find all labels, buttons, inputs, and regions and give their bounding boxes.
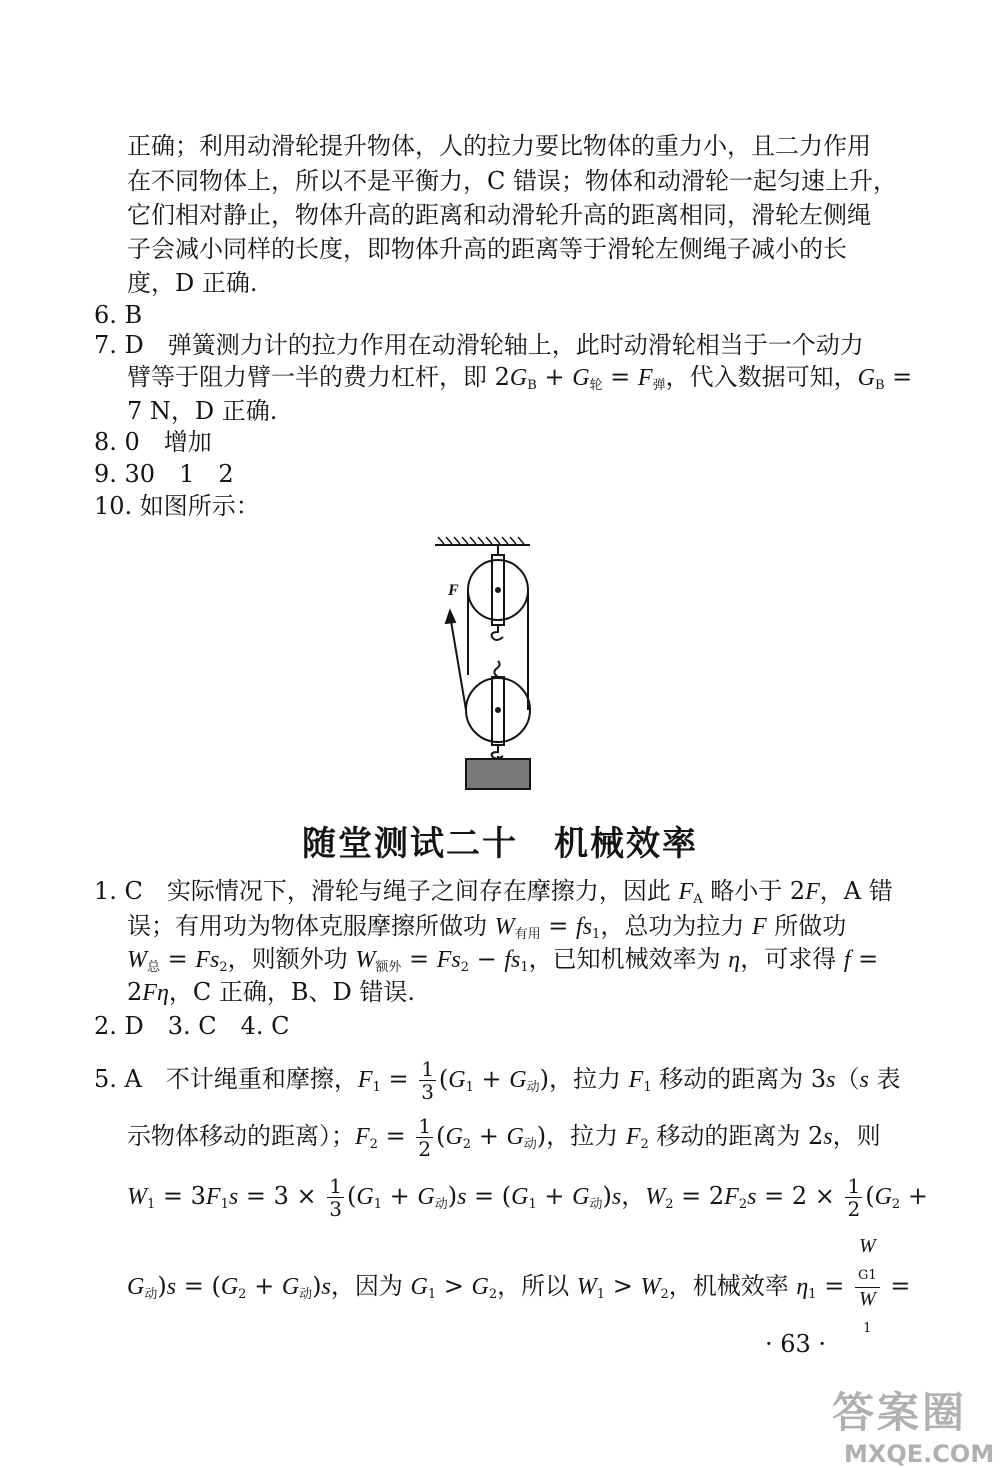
force-label: F [448,582,459,599]
text-line: 臂等于阻力臂一半的费力杠杆，即 $2G_B + G_轮 = F_弹$，代入数据可知，$G_B$ = [127,363,913,393]
watermark-logo-text: 答案圈 [832,1388,968,1437]
answer-7: 7. D 弹簧测力计的拉力作用在动滑轮轴上，此时动滑轮相当于一个动力 [94,331,864,359]
text-line: 在不同物体上，所以不是平衡力，C 错误；物体和动滑轮一起匀速上升， [127,167,897,195]
answer-5: 5. A 不计绳重和摩擦，$F_1$ = $\frac{1}{3}$ $(G_1 + G_动)$，拉力 $F_1$ 移动的距离为 3s（s 表 [94,1057,901,1104]
answer-6: 6. B [94,301,143,329]
text-line: $G_动)s = (G_2 + G_动)s$，因为 $G_1 > G_2$，所以 $W_1 > W_2$，机械效率 $\eta_1$ = W $_{G1}$ W $_1$ = [127,1235,910,1340]
section-title: 随堂测试二十 机械效率 [302,824,698,864]
answer-9: 9. 30 1 2 [94,460,234,488]
text-line: 子会减小同样的长度，即物体升高的距离等于滑轮左侧绳子减小的长 [127,235,847,263]
text-line: 度，D 正确. [127,269,258,297]
text-line: 7 N，D 正确. [127,397,278,425]
text-line: 2Fη，C 正确，B、D 错误. [127,978,415,1006]
text-line: $W_总 = Fs_2$，则额外功 $W_{额外} = Fs_2 - fs_1$，已知机械效率为 η，可求得 f = [127,945,879,975]
answer-1: 1. C 实际情况下，滑轮与绳子之间存在摩擦力，因此 $F_A$ 略小于 2F，A 错 [94,877,893,907]
text-line: 它们相对静止，物体升高的距离和动滑轮升高的距离相同，滑轮左侧绳 [127,201,871,229]
text-line: 正确；利用动滑轮提升物体，人的拉力要比物体的重力小，且二力作用 [127,132,871,160]
text-line: $W_1 = 3F_1s = 3$ × $\frac{1}{3}$ $(G_1 + G_动)s = (G_1 + G_动)s$，$W_2 = 2F_2s = 2$ × $\frac{1}{2}$ ($G_2$ + [127,1174,928,1221]
answer-10: 10. 如图所示： [94,492,260,520]
answer-8: 8. 0 增加 [94,428,212,456]
text-line: 误；有用功为物体克服摩擦所做功 $W_{有用} = fs_1$，总功为拉力 F 所做功 [127,912,847,942]
watermark [832,1380,994,1468]
answers-2-4: 2. D 3. C 4. C [94,1012,290,1040]
page-number: · 63 · [765,1330,827,1358]
pulley-diagram [430,535,570,795]
text-line: 示物体移动的距离）；$F_2$ = $\frac{1}{2}$ $(G_2 + G_动)$，拉力 $F_2$ 移动的距离为 2s，则 [127,1114,881,1161]
watermark-url: MXQE.COM [844,1440,995,1468]
